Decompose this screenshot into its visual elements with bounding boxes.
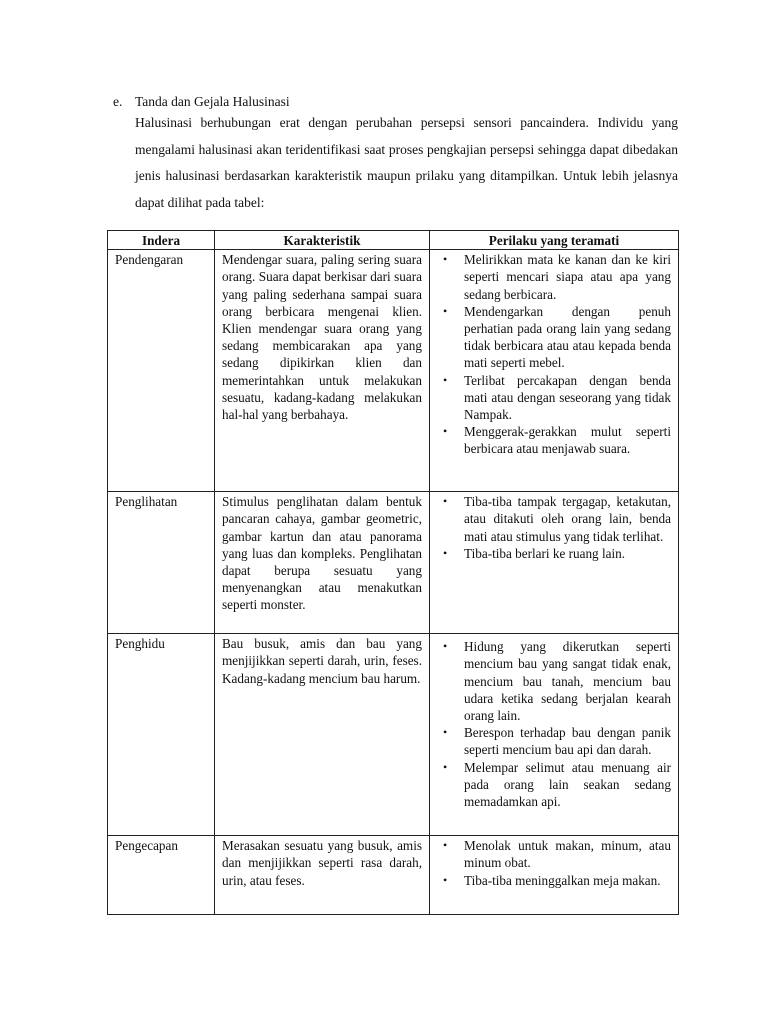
list-item: • Menggerak-gerakkan mulut seperti berbicara atau menjawab suara. xyxy=(443,424,671,457)
section-title: Tanda dan Gejala Halusinasi xyxy=(135,94,290,109)
intro-paragraph: Halusinasi berhubungan erat dengan perubahan persepsi sensori pancaindera. Individu yang mengalami halusinasi akan teridentifikasi saat proses pengkajian persepsi sehingga dapat dibedakan jenis halusinasi berdasarkan karakteristik maupun prilaku yang ditampilkan. Untuk lebih jelasnya dapat dilihat pada tabel: xyxy=(135,115,678,210)
perilaku-cell xyxy=(430,250,679,492)
perilaku-cell xyxy=(430,492,679,634)
section-letter: e. xyxy=(113,94,123,109)
bullet-icon: • xyxy=(443,725,448,740)
perilaku-list xyxy=(436,493,671,562)
perilaku-list xyxy=(436,837,671,889)
bullet-icon: • xyxy=(443,494,448,509)
list-item: • Tiba-tiba meninggalkan meja makan. xyxy=(443,872,661,888)
table-row xyxy=(108,634,679,836)
perilaku-list xyxy=(436,251,671,457)
list-item: • Melirikkan mata ke kanan dan ke kiri seperti mencari siapa atau apa yang sedang berbicara. xyxy=(443,252,671,302)
list-item: • Terlibat percakapan dengan benda mati atau dengan seseorang yang tidak Nampak. xyxy=(443,372,671,423)
bullet-icon: • xyxy=(443,424,448,439)
karakteristik-cell: Merasakan sesuatu yang busuk, amis dan menjijikkan seperti rasa darah, urin, atau feses. xyxy=(215,836,430,915)
header-karakteristik: Karakteristik xyxy=(215,231,430,250)
bullet-icon: • xyxy=(443,639,448,654)
perilaku-cell xyxy=(430,836,679,915)
header-indera: Indera xyxy=(108,231,215,250)
indera-cell: Penghidu xyxy=(108,634,215,836)
section-heading xyxy=(113,93,290,111)
table-header-row xyxy=(108,231,679,250)
list-item: • Tiba-tiba tampak tergagap, ketakutan, atau ditakuti oleh orang lain, benda mati atau stimulus yang tidak terlihat. xyxy=(443,494,671,544)
table-row xyxy=(108,250,679,492)
bullet-icon: • xyxy=(443,838,448,853)
perilaku-list xyxy=(436,635,671,810)
list-item: • Menolak untuk makan, minum, atau minum obat. xyxy=(443,838,671,871)
bullet-icon: • xyxy=(443,759,448,774)
bullet-icon: • xyxy=(443,872,448,887)
perilaku-cell xyxy=(430,634,679,836)
bullet-icon: • xyxy=(443,303,448,318)
header-perilaku: Perilaku yang teramati xyxy=(430,231,679,250)
list-item: • Mendengarkan dengan penuh perhatian pada orang lain yang sedang tidak berbicara atau atau kepada benda mati seperti mebel. xyxy=(443,303,671,371)
indera-cell: Penglihatan xyxy=(108,492,215,634)
karakteristik-cell: Stimulus penglihatan dalam bentuk pancaran cahaya, gambar geometric, gambar kartun dan atau panorama yang luas dan kompleks. Penglihatan dapat berupa sesuatu yang menyenangkan atau menakutkan seperti monster. xyxy=(215,492,430,634)
list-item: • Melempar selimut atau menuang air pada orang lain seakan sedang memadamkan api. xyxy=(443,759,671,810)
bullet-icon: • xyxy=(443,545,448,560)
list-item: • Berespon terhadap bau dengan panik seperti mencium bau api dan darah. xyxy=(443,725,671,758)
indera-cell: Pendengaran xyxy=(108,250,215,492)
symptoms-table xyxy=(107,230,679,915)
table-row xyxy=(108,492,679,634)
bullet-icon: • xyxy=(443,252,448,267)
karakteristik-cell: Bau busuk, amis dan bau yang menjijikkan seperti darah, urin, feses. Kadang-kadang mencium bau harum. xyxy=(215,634,430,836)
list-item: • Hidung yang dikerutkan seperti mencium bau yang sangat tidak enak, mencium bau tanah, mencium bau udara ketika sedang berjalan kearah orang lain. xyxy=(443,639,671,724)
bullet-icon: • xyxy=(443,372,448,387)
table-row xyxy=(108,836,679,915)
karakteristik-cell: Mendengar suara, paling sering suara orang. Suara dapat berkisar dari suara yang paling sederhana sampai suara orang berbicara mengenai klien. Klien mendengar suara orang yang sedang membicarakan apa yang sedang dipikirkan klien dan memerintahkan untuk melakukan sesuatu, kadang-kadang melakukan hal-hal yang berbahaya. xyxy=(215,250,430,492)
list-item: • Tiba-tiba berlari ke ruang lain. xyxy=(443,545,626,561)
indera-cell: Pengecapan xyxy=(108,836,215,915)
